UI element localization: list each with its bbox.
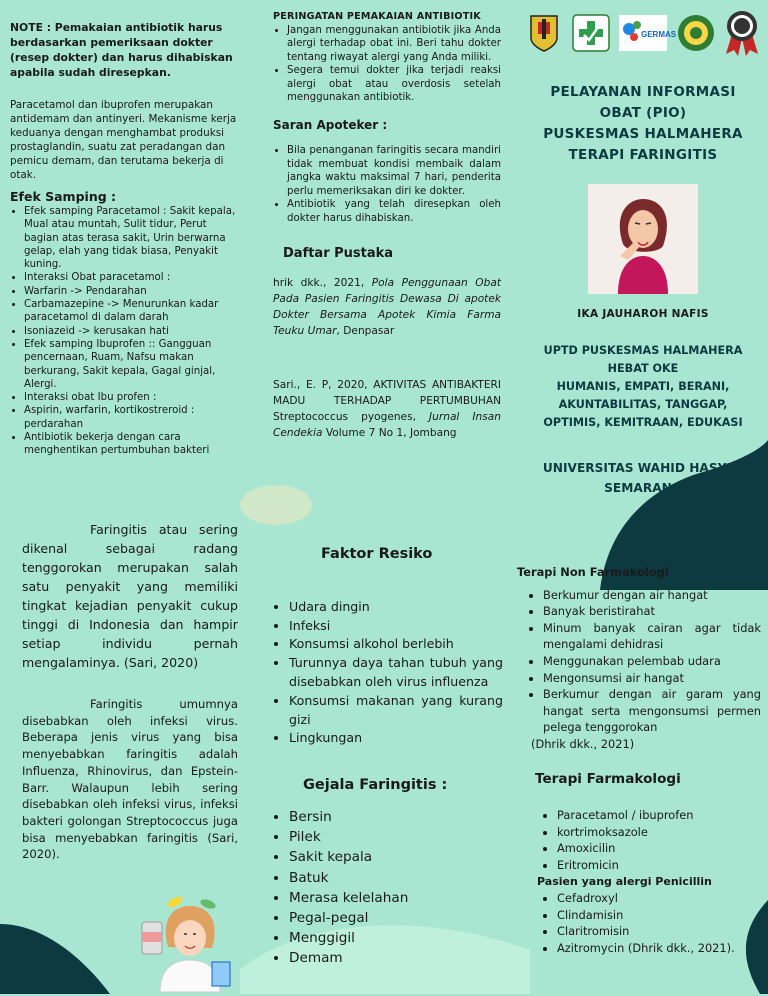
gejala-list: [275, 807, 503, 969]
list-item: • Antibiotik yang telah diresepkan oleh dokter harus dihabiskan.: [287, 198, 501, 225]
motto-line: HEBAT OKE: [607, 362, 679, 375]
gejala-title: Gejala Faringitis :: [303, 777, 448, 794]
non-farmakologi-list: [529, 587, 761, 736]
title-line: TERAPI FARINGITIS: [568, 147, 718, 163]
author-name: IKA JAUHAROH NAFIS: [577, 308, 709, 320]
list-item: • Isoniazeid -> kerusakan hati: [24, 325, 238, 338]
farmakologi-title: Terapi Farmakologi: [535, 770, 681, 787]
ref-text: , Denpasar: [336, 324, 395, 337]
list-item: • Banyak beristirahat: [543, 603, 761, 620]
doctor-illustration: [130, 892, 240, 996]
list-item: • Bersin: [289, 807, 503, 827]
decorative-blob-mid-left: [0, 485, 250, 525]
list-item: • Infeksi: [289, 617, 503, 636]
list-item: • Antibiotik bekerja dengan cara menghentikan pertumbuhan bakteri: [24, 431, 238, 458]
list-item: • Berkumur dengan air garam yang hangat serta mengonsumsi permen pelega tenggorokan: [543, 686, 761, 736]
decorative-leaf: [236, 480, 316, 530]
faktor-resiko-list: [275, 598, 503, 748]
list-item: • Aspirin, warfarin, kortikostreroid : perdarahan: [24, 404, 238, 431]
top-middle-panel: [273, 10, 501, 479]
health-cross-logo: [572, 14, 610, 52]
university-seal-logo: [677, 14, 715, 52]
list-item: • Konsumsi makanan yang kurang gizi: [289, 692, 503, 730]
ribbon-badge-logo: [723, 14, 761, 52]
germas-logo: [618, 14, 677, 52]
logo-row: [525, 8, 761, 58]
decorative-blob-bottom-left: [0, 904, 130, 994]
list-item: • Clindamisin: [557, 907, 761, 924]
sick-woman-illustration: [588, 184, 698, 294]
list-item: • Interaksi Obat paracetamol :: [24, 271, 238, 284]
list-item: • Interaksi obat Ibu profen :: [24, 391, 238, 404]
saran-list: [273, 144, 501, 225]
list-item: • Jangan menggunakan antibiotik jika Anda alergi terhadap obat ini. Beri tahu dokter tentang riwayat alergi yang Anda miliki.: [287, 24, 501, 65]
title-line: OBAT (PIO): [599, 105, 687, 121]
list-item: • Pegal-pegal: [289, 908, 503, 928]
list-item: • Merasa kelelahan: [289, 888, 503, 908]
city-emblem-logo: [525, 14, 563, 52]
list-item: • Carbamazepine -> Menurunkan kadar paracetamol di dalam darah: [24, 298, 238, 325]
title-line: PELAYANAN INFORMASI: [550, 84, 736, 100]
list-item: • Demam: [289, 948, 503, 968]
top-right-panel: [525, 8, 761, 498]
penicillin-alternatives-list: [543, 890, 761, 956]
list-item: • Menggigil: [289, 928, 503, 948]
list-item: • Segera temui dokter jika terjadi reaksi alergi obat atau overdosis setelah menggunakan antibiotik.: [287, 64, 501, 105]
non-farmakologi-title: Terapi Non Farmakologi: [517, 565, 669, 579]
list-item: • Warfarin -> Pendarahan: [24, 285, 238, 298]
list-item: • Konsumsi alkohol berlebih: [289, 635, 503, 654]
list-item: • Amoxicilin: [557, 840, 761, 857]
bottom-middle-panel: [275, 545, 503, 969]
intro-paragraph-1: Faringitis atau sering dikenal sebagai radang tenggorokan merupakan salah satu penyakit yang memiliki tingkat kejadian penyakit cukup tinggi di Indonesia dan hampir setiap individu pernah mengalaminya. (Sari, 2020): [22, 522, 238, 670]
faktor-resiko-title: Faktor Resiko: [321, 546, 433, 562]
paracetamol-description: Paracetamol dan ibuprofen merupakan antidemam dan antinyeri. Mekanisme kerja keduanya dengan menghambat produksi prostaglandin, suatu zat peradangan dan pemicu demam, dan terutama bekerja di otak.: [10, 99, 237, 181]
top-left-panel: [10, 20, 238, 458]
motto-line: OPTIMIS, KEMITRAAN, EDUKASI: [543, 416, 743, 429]
list-item: • Cefadroxyl: [557, 890, 761, 907]
list-item: • Azitromycin (Dhrik dkk., 2021).: [557, 940, 761, 957]
list-item: • Paracetamol / ibuprofen: [557, 807, 761, 824]
daftar-pustaka-title: Daftar Pustaka: [283, 246, 394, 261]
list-item: • Sakit kepala: [289, 847, 503, 867]
list-item: • Turunnya daya tahan tubuh yang disebabkan oleh virus influenza: [289, 654, 503, 692]
list-item: • Pilek: [289, 827, 503, 847]
non-farmakologi-citation: (Dhrik dkk., 2021): [531, 736, 635, 751]
penicillin-allergy-label: Pasien yang alergi Penicillin: [537, 874, 712, 888]
farmakologi-list: [543, 807, 761, 873]
univ-line: UNIVERSITAS WAHID HASYIM: [542, 461, 744, 475]
list-item: • Efek samping Ibuprofen :: Gangguan pencernaan, Ruam, Nafsu makan berkurang, Sakit kepala, Gagal ginjal, Alergi.: [24, 338, 238, 391]
ref-text: Volume 7 No 1, Jombang: [322, 426, 457, 439]
saran-title: Saran Apoteker :: [273, 117, 388, 132]
ref-text: Sari., E. P, 2020, AKTIVITAS ANTIBAKTERI MADU TERHADAP PERTUMBUHAN Streptococcus pyogenes,: [273, 378, 501, 423]
uptd-motto: [525, 342, 761, 432]
university-name: [525, 458, 761, 498]
list-item: • Claritromisin: [557, 923, 761, 940]
title-line: PUSKESMAS HALMAHERA: [543, 126, 743, 142]
efek-samping-list: [10, 205, 238, 458]
list-item: • Mengonsumsi air hangat: [543, 670, 761, 687]
ref-title: Pola Penggunaan Obat Pada Pasien Faringitis Dewasa Di apotek Dokter Bersama Apotek Kimia Farma Teuku Umar: [273, 276, 501, 337]
list-item: • Batuk: [289, 868, 503, 888]
brochure-title: [525, 82, 761, 166]
reference-2: [273, 377, 501, 441]
peringatan-list: [273, 24, 501, 105]
motto-line: HUMANIS, EMPATI, BERANI,: [556, 380, 730, 393]
list-item: • Bila penanganan faringitis secara mandiri tidak membuat kondisi membaik dalam jangka waktu maksimal 7 hari, penderita perlu memeriksakan diri ke dokter.: [287, 144, 501, 198]
list-item: • Menggunakan pelembab udara: [543, 653, 761, 670]
germas-label: GERMAS: [641, 30, 677, 39]
list-item: • Minum banyak cairan agar tidak mengalami dehidrasi: [543, 620, 761, 653]
ref-text: hrik dkk., 2021,: [273, 276, 372, 289]
list-item: • Efek samping Paracetamol : Sakit kepala, Mual atau muntah, Sulit tidur, Perut bagian atas terasa sakit, Urin berwarna gelap, elah yang tidak biasa, Penyakit kuning.: [24, 205, 238, 271]
univ-line: SEMARANG: [604, 481, 682, 495]
peringatan-title: PERINGATAN PEMAKAIAN ANTIBIOTIK: [273, 11, 481, 22]
reference-1: [273, 275, 501, 339]
list-item: • Berkumur dengan air hangat: [543, 587, 761, 604]
motto-line: AKUNTABILITAS, TANGGAP,: [558, 398, 728, 411]
ref-journal: Jurnal Insan Cendekia: [273, 410, 501, 439]
antibiotic-note: NOTE : Pemakaian antibiotik harus berdasarkan pemeriksaan dokter (resep dokter) dan harus dihabiskan apabila sudah diresepkan.: [10, 21, 233, 79]
list-item: • kortrimoksazole: [557, 824, 761, 841]
list-item: • Eritromicin: [557, 857, 761, 874]
efek-samping-title: Efek Samping :: [10, 189, 117, 204]
motto-line: UPTD PUSKESMAS HALMAHERA: [543, 344, 743, 357]
intro-panel: [22, 520, 238, 887]
intro-paragraph-2: Faringitis umumnya disebabkan oleh infeksi virus. Beberapa jenis virus yang bisa menyebabkan faringitis adalah Influenza, Rhinovirus, dan Epstein-Barr. Walaupun lebih sering disebabkan oleh infeksi virus, infeksi bakteri golongan Streptococcus juga bisa menyebabkan faringitis (Sari, 2020).: [22, 697, 238, 862]
list-item: • Udara dingin: [289, 598, 503, 617]
list-item: • Lingkungan: [289, 729, 503, 748]
bottom-right-panel: [517, 564, 761, 956]
